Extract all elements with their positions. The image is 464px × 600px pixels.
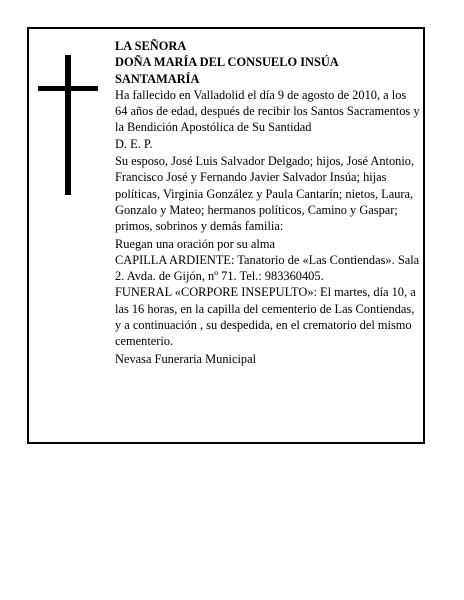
family-list: Su esposo, José Luis Salvador Delgado; hijos, José Antonio, Francisco José y Fernando Javier Salvador Insúa; hijas políticas, Virginia González y Paula Cantarín; nietos, Laura, Gonzalo y Mateo; hermanos políticos, Camino y Gaspar; primos, sobrinos y demás familia:: [115, 154, 415, 234]
title-line-3-deceased-surname: SANTAMARÍA: [115, 71, 200, 86]
death-announcement: Ha fallecido en Valladolid el día 9 de agosto de 2010, a los 64 años de edad, después de recibir los Santos Sacramentos y la Bendición Apostólica de Su Santidad: [115, 87, 420, 135]
funeral-home: Nevasa Funeraria Municipal: [115, 351, 257, 366]
title-line-1: LA SEÑORA: [115, 39, 187, 53]
prayer-request: Ruegan una oración por su alma: [115, 236, 275, 251]
title-line-2-deceased-name: DOÑA MARÍA DEL CONSUELO INSÚA: [115, 55, 339, 70]
cross-vertical-bar: [65, 55, 71, 195]
obituary-text: [115, 38, 421, 367]
chapel-info: CAPILLA ARDIENTE: Tanatorio de «Las Contiendas». Sala 2. Avda. de Gijón, nº 71. Tel.: 983360405.: [115, 252, 420, 284]
funeral-info: FUNERAL «CORPORE INSEPULTO»: El martes, día 10, a las 16 horas, en la capilla del cementerio de Las Contiendas, y a continuación , su despedida, en el crematorio del mismo cementerio.: [115, 285, 416, 349]
latin-cross-icon: [38, 55, 98, 195]
cross-horizontal-bar: [38, 86, 98, 91]
rip-text: D. E. P.: [115, 136, 153, 151]
